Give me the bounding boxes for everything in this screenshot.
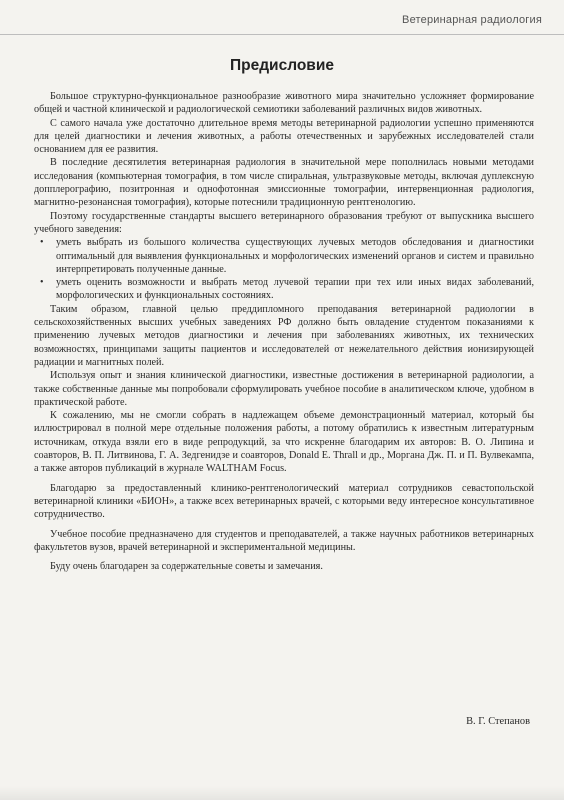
list-item [34,236,534,276]
paragraph-new-methods: В последние десятилетия ветеринарная радиология в значительной мере пополнилась новыми методами исследования (компьютерная томография, в том числе спиральная, ультразвуковые методы, включая дуплексную допплерографию, позитронная и однофотонная эмиссионные томографии, интервенционная радиология, магнитно-резонансная томография), которые потеснили традиционную рентгенологию. [34,157,534,209]
bullet-icon: • [40,277,44,289]
running-title: Ветеринарная радиология [402,14,542,26]
paragraph-sources: К сожалению, мы не смогли собрать в надлежащем объеме демонстрационный материал, который бы иллюстрировал в полной мере отдельные положения работы, а потому обратились к известным литературным источникам, откуда взяли его в виде репродукций, за что искренне благодарим их авторов: В. О. Липина и соавторов, В. П. Литвинова, Г. А. Зедгенидзе и соавторов, Donald E. Thrall и др., Моргана Дж. П. и П. Вулвекампа, а также авторов публикаций в журнале WALTHAM Focus. [34,410,534,475]
paragraph-diversity: Большое структурно-функциональное разнообразие животного мира значительно усложняет формирование общей и частной клинической и радиологической семиотики заболеваний различных видов животных. [34,91,534,116]
paragraph-audience: Учебное пособие предназначено для студентов и преподавателей, а также научных работников ветеринарных факультетов вузов, врачей ветеринарной и экспериментальной медицины. [34,528,534,553]
list-item [34,276,534,303]
paragraph-thanks: Благодарю за предоставленный клинико-рентгенологический материал сотрудников севастопольской ветеринарной клиники «БИОН», а также всех ветеринарных врачей, с которыми веду интересное консультативное сотрудничество. [34,482,534,521]
page-header [0,6,564,34]
paragraph-feedback: Буду очень благодарен за содержательные советы и замечания. [50,561,323,573]
paragraph-experience: Используя опыт и знания клинической диагностики, известные достижения в ветеринарной радиологии, а также собственные данные мы попробовали сформулировать учебное пособие в аналитическом ключе, удобном в практической работе. [34,370,534,408]
paragraph-standards: Поэтому государственные стандарты высшего ветеринарного образования требуют от выпускника высшего учебного заведения: [34,210,534,235]
author-signature: В. Г. Степанов [466,716,530,727]
list-item-text: уметь выбрать из большого количества существующих лучевых методов обследования и диагностики оптимальный для выявления функциональных и морфологических изменений органов и систем и правильно интерпретировать полученные данные. [56,237,534,275]
paragraph-goal: Таким образом, главной целью преддипломного преподавания ветеринарной радиологии в сельскохозяйственных высших учебных заведениях РФ должно быть овладение студентом показаниями к применению лучевых методов диагностики и лечения при заболеваниях животных, их технических возможностях, принципами защиты пациентов и исследователей от нежелательного действия ионизирующей радиации и магнитных полей. [34,303,534,368]
list-item-text: уметь оценить возможности и выбрать метод лучевой терапии при тех или иных видах заболеваний, морфологических и функциональных состояниях. [56,277,534,302]
paragraph-history: С самого начала уже достаточно длительное время методы ветеринарной радиологии успешно применяются для целей диагностики и лечения животных, а работы отечественных и зарубежных исследователей стали основанием для ее развития. [34,117,534,156]
header-rule [0,34,564,35]
requirements-list [34,236,534,302]
page-edge-shadow [0,786,564,800]
page-title: Предисловие [229,57,334,74]
preface-body [34,90,534,573]
bullet-icon: • [40,237,44,249]
